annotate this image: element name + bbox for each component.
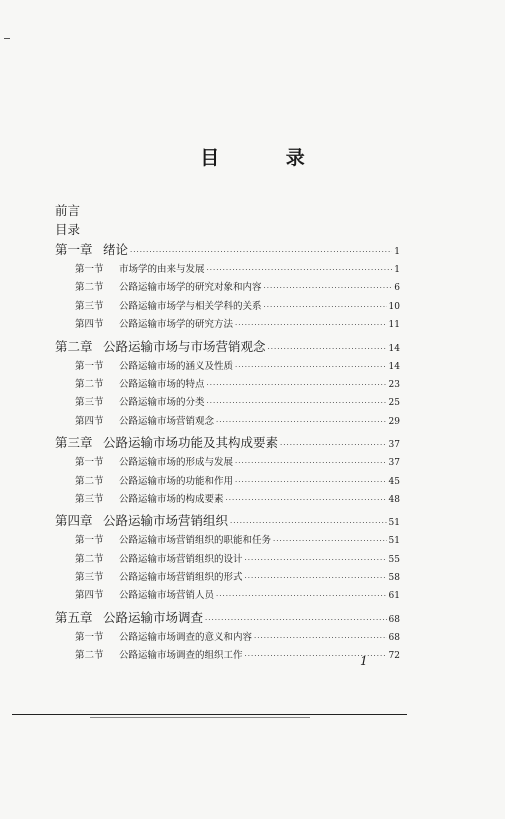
toc-entry-number: 第二节 [75, 553, 104, 565]
toc-entry-title: 公路运输市场的特点 [119, 378, 205, 390]
dot-leader [207, 376, 387, 394]
toc-entry-number: 第一章 [55, 242, 93, 257]
dot-leader [207, 261, 393, 279]
toc-entry-title: 市场学的由来与发展 [119, 264, 205, 275]
toc-entry-page: 58 [388, 573, 400, 584]
dot-leader [254, 629, 387, 647]
dot-leader [264, 279, 393, 297]
footer-rule-secondary [90, 717, 310, 718]
table-of-contents [55, 238, 400, 666]
toc-entry-page: 45 [388, 476, 400, 487]
toc-section-entry [55, 394, 400, 412]
page-number: 1 [360, 654, 368, 668]
toc-entry-page: 11 [388, 320, 400, 331]
toc-entry-title: 公路运输市场调查 [103, 609, 204, 625]
toc-entry-page: 6 [394, 283, 400, 294]
toc-section-entry [55, 551, 400, 569]
toc-entry-title: 公路运输市场调查的组织工作 [119, 650, 243, 662]
toc-entry-number: 第一节 [75, 264, 104, 275]
toc-entry-page: 55 [388, 554, 400, 565]
toc-entry-page: 37 [388, 458, 400, 469]
toc-chapter-entry [55, 238, 400, 261]
toc-entry-page: 1 [394, 247, 400, 257]
toc-entry-title: 公路运输市场与市场营销观念 [103, 338, 266, 354]
toc-section-entry [55, 629, 400, 647]
toc-entry-title: 公路运输市场调查的意义和内容 [119, 631, 253, 643]
front-matter-preface: 前言 [55, 203, 81, 218]
toc-section-entry [55, 358, 400, 376]
toc-entry-number: 第四节 [75, 415, 104, 427]
toc-section-entry [55, 261, 400, 279]
toc-entry-page: 10 [388, 301, 400, 312]
toc-entry-title: 公路运输市场的形成与发展 [119, 457, 234, 469]
toc-entry-title: 公路运输市场营销组织 [103, 513, 229, 529]
toc-section-entry [55, 316, 400, 334]
toc-entry-page: 51 [388, 536, 400, 547]
dot-leader [216, 587, 387, 605]
dot-leader [235, 454, 387, 472]
toc-entry-number: 第三节 [75, 397, 104, 409]
dot-leader [245, 569, 387, 587]
toc-entry-page: 48 [388, 494, 400, 505]
toc-entry-title: 绪论 [103, 242, 129, 257]
toc-entry-number: 第四节 [75, 319, 104, 331]
toc-entry-number: 第五章 [55, 609, 93, 625]
toc-chapter-entry [55, 606, 400, 629]
toc-entry-title: 公路运输市场功能及其构成要素 [103, 435, 279, 451]
toc-entry-page: 25 [388, 398, 400, 409]
toc-entry-title: 公路运输市场学与相关学科的关系 [119, 300, 262, 312]
toc-entry-number: 第二节 [75, 378, 104, 390]
toc-entry-number: 第一节 [75, 535, 104, 547]
toc-entry-page: 14 [388, 361, 400, 372]
dot-leader [273, 532, 387, 550]
toc-entry-number: 第三节 [75, 493, 104, 505]
toc-section-entry [55, 473, 400, 491]
toc-entry-title: 公路运输市场的构成要素 [119, 493, 224, 505]
scan-mark [4, 38, 10, 39]
toc-section-entry [55, 454, 400, 472]
toc-entry-number: 第四节 [75, 590, 104, 602]
toc-entry-page: 23 [388, 379, 400, 390]
toc-entry-number: 第二节 [75, 650, 104, 662]
toc-entry-number: 第三节 [75, 300, 104, 312]
toc-section-entry [55, 491, 400, 509]
toc-section-entry [55, 532, 400, 550]
toc-entry-title: 公路运输市场营销组织的形式 [119, 572, 243, 584]
toc-section-entry [55, 413, 400, 431]
toc-entry-title: 公路运输市场学的研究对象和内容 [119, 282, 262, 294]
toc-entry-page: 14 [388, 343, 400, 354]
toc-entry-title: 公路运输市场的功能和作用 [119, 475, 234, 487]
toc-entry-page: 51 [388, 518, 400, 529]
toc-entry-title: 公路运输市场营销组织的设计 [119, 553, 243, 565]
dot-leader [235, 358, 387, 376]
dot-leader [226, 491, 387, 509]
toc-entry-number: 第一节 [75, 360, 104, 372]
toc-entry-number: 第二节 [75, 475, 104, 487]
toc-entry-page: 61 [388, 591, 400, 602]
toc-chapter-entry [55, 509, 400, 532]
dot-leader [207, 394, 387, 412]
toc-chapter-entry [55, 335, 400, 358]
dot-leader [235, 473, 387, 491]
toc-entry-title: 公路运输市场营销人员 [119, 590, 215, 602]
dot-leader [216, 413, 387, 431]
toc-chapter-entry [55, 431, 400, 454]
toc-section-entry [55, 279, 400, 297]
toc-entry-page: 1 [394, 265, 400, 275]
toc-entry-page: 72 [388, 651, 400, 662]
toc-section-entry [55, 298, 400, 316]
toc-entry-title: 公路运输市场学的研究方法 [119, 319, 234, 331]
toc-entry-number: 第四章 [55, 513, 93, 529]
footer-rule [12, 714, 407, 715]
toc-entry-page: 68 [388, 614, 400, 625]
toc-entry-number: 第一节 [75, 457, 104, 469]
toc-entry-title: 公路运输市场的分类 [119, 397, 205, 409]
toc-entry-page: 29 [388, 416, 400, 427]
toc-section-entry [55, 587, 400, 605]
toc-entry-number: 第三节 [75, 572, 104, 584]
toc-section-entry [55, 569, 400, 587]
toc-entry-title: 公路运输市场的涵义及性质 [119, 360, 234, 372]
toc-entry-number: 第二章 [55, 338, 93, 354]
dot-leader [264, 298, 387, 316]
dot-leader [245, 551, 387, 569]
toc-entry-number: 第三章 [55, 435, 93, 451]
toc-entry-title: 公路运输市场营销观念 [119, 415, 215, 427]
toc-entry-number: 第一节 [75, 631, 104, 643]
front-matter-contents: 目录 [55, 222, 81, 237]
toc-entry-page: 68 [388, 632, 400, 643]
toc-section-entry [55, 376, 400, 394]
toc-entry-title: 公路运输市场营销组织的职能和任务 [119, 535, 272, 547]
toc-entry-number: 第二节 [75, 282, 104, 294]
toc-section-entry [55, 647, 400, 665]
page-title: 目 录 [200, 147, 335, 169]
dot-leader [235, 316, 387, 334]
toc-entry-page: 37 [388, 440, 400, 451]
